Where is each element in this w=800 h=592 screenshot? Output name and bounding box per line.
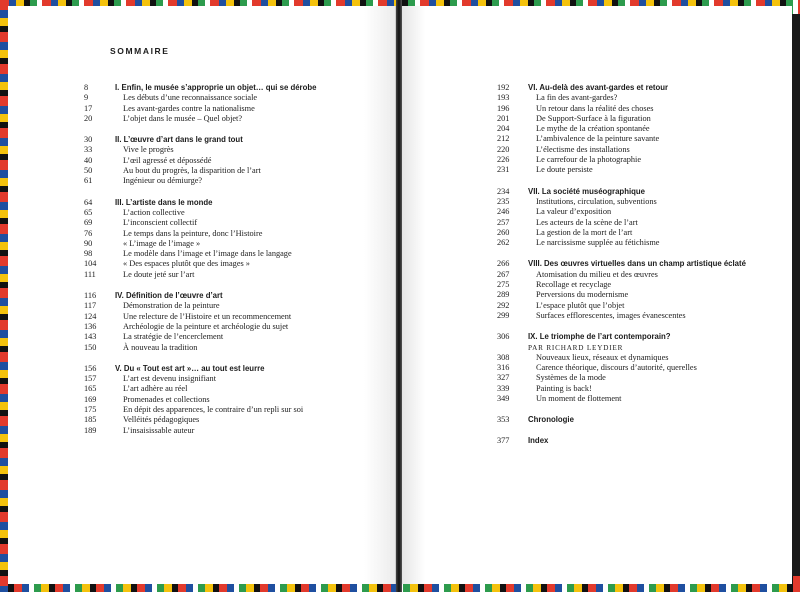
entry-title: À nouveau la tradition bbox=[123, 342, 198, 352]
author-name: PAR RICHARD LEYDIER bbox=[528, 343, 624, 352]
entry-title: L’action collective bbox=[123, 207, 185, 217]
entry-title: Nouveaux lieux, réseaux et dynamiques bbox=[536, 352, 669, 362]
entry-title: Le temps dans la peinture, donc l’Histoire bbox=[123, 228, 263, 238]
section-title: VI. Au-delà des avant-gardes et retour bbox=[528, 83, 669, 92]
entry-title: L’électisme des installations bbox=[536, 144, 630, 154]
entry-title: Les avant-gardes contre la nationalisme bbox=[123, 103, 255, 113]
entry-title: Une relecture de l’Histoire et un recommencement bbox=[123, 311, 292, 321]
toc-entry bbox=[497, 104, 746, 114]
section-title: III. L’artiste dans le monde bbox=[115, 197, 213, 207]
entry-title: Atomisation du milieu et des œuvres bbox=[536, 269, 658, 279]
page-number: 98 bbox=[84, 249, 93, 259]
toc-entry bbox=[497, 93, 746, 103]
page-number: 17 bbox=[84, 103, 93, 113]
section-title: I. Enfin, le musée s’approprie un objet… qui se dérobe bbox=[115, 83, 317, 92]
toc-right-column bbox=[497, 83, 746, 456]
page-number: 30 bbox=[84, 135, 93, 145]
toc-section bbox=[84, 364, 316, 436]
entry-title: En dépit des apparences, le contraire d’un repli sur soi bbox=[123, 405, 304, 415]
toc-entry bbox=[84, 145, 316, 155]
toc-entry bbox=[84, 114, 316, 124]
section-title: VIII. Des œuvres virtuelles dans un champ artistique éclaté bbox=[528, 259, 746, 269]
entry-title: Le mythe de la création spontanée bbox=[536, 124, 650, 134]
entry-title: De Support-Surface à la figuration bbox=[536, 113, 651, 123]
toc-entry bbox=[84, 426, 316, 436]
entry-title: Systèmes de la mode bbox=[536, 373, 606, 383]
toc-entry bbox=[497, 145, 746, 155]
toc-entry bbox=[84, 166, 316, 176]
toc-left-column bbox=[84, 83, 316, 447]
entry-title: Les acteurs de la scène de l’art bbox=[536, 217, 638, 227]
toc-entry bbox=[84, 322, 316, 332]
page-number: 175 bbox=[84, 405, 97, 415]
toc-entry bbox=[84, 249, 316, 259]
toc-entry bbox=[84, 332, 316, 342]
entry-title: Le doute persiste bbox=[536, 165, 593, 175]
entry-title: La gestion de la mort de l’art bbox=[536, 227, 633, 237]
page-number: 275 bbox=[497, 280, 510, 290]
toc-entry bbox=[497, 124, 746, 134]
section-title: V. Du « Tout est art »… au tout est leurre bbox=[115, 363, 265, 373]
page-number: 299 bbox=[497, 310, 510, 320]
page-number: 201 bbox=[497, 113, 510, 123]
page-number: 143 bbox=[84, 332, 97, 342]
entry-title: L’insaisissable auteur bbox=[123, 425, 195, 435]
page-number: 20 bbox=[84, 113, 93, 123]
entry-title: La fin des avant-gardes? bbox=[536, 93, 618, 103]
toc-section bbox=[497, 83, 746, 176]
entry-title: Promenades et collections bbox=[123, 394, 210, 404]
page-number: 327 bbox=[497, 373, 510, 383]
page-number: 289 bbox=[497, 290, 510, 300]
toc-entry bbox=[84, 301, 316, 311]
toc-entry bbox=[84, 395, 316, 405]
page-number: 193 bbox=[497, 93, 510, 103]
toc-entry bbox=[497, 311, 746, 321]
toc-entry bbox=[497, 238, 746, 248]
page-number: 111 bbox=[84, 269, 96, 279]
entry-title: L’inconscient collectif bbox=[123, 218, 198, 228]
toc-entry bbox=[497, 114, 746, 124]
toc-entry bbox=[497, 165, 746, 175]
entry-title: « Des espaces plutôt que des images » bbox=[123, 259, 250, 269]
page-number: 292 bbox=[497, 300, 510, 310]
page-number: 8 bbox=[84, 83, 89, 92]
entry-title: Le modèle dans l’image et l’image dans le langage bbox=[123, 249, 292, 259]
toc-entry bbox=[497, 394, 746, 404]
toc-entry bbox=[84, 93, 316, 103]
toc-entry bbox=[84, 259, 316, 269]
page-number: 257 bbox=[497, 217, 510, 227]
page-number: 306 bbox=[497, 332, 510, 342]
page-number: 50 bbox=[84, 166, 93, 176]
page-number: 65 bbox=[84, 207, 93, 217]
page-number: 231 bbox=[497, 165, 510, 175]
entry-title: L’art est devenu insignifiant bbox=[123, 374, 217, 384]
section-title: VII. La société muséographique bbox=[528, 186, 645, 196]
page-number: 196 bbox=[497, 103, 510, 113]
page-number: 169 bbox=[84, 394, 97, 404]
entry-title: La valeur d’exposition bbox=[536, 207, 612, 217]
page-number: 150 bbox=[84, 342, 97, 352]
toc-entry bbox=[84, 218, 316, 228]
toc-entry bbox=[497, 353, 746, 363]
toc-entry bbox=[84, 415, 316, 425]
entry-title: Painting is back! bbox=[536, 383, 592, 393]
page-number: 136 bbox=[84, 321, 97, 331]
toc-section bbox=[497, 187, 746, 249]
entry-title: Surfaces efflorescentes, images évanescentes bbox=[536, 310, 686, 320]
page-number: 156 bbox=[84, 363, 97, 373]
entry-title: « L’image de l’image » bbox=[123, 238, 201, 248]
toc-section bbox=[497, 332, 746, 404]
toc-section bbox=[84, 83, 316, 124]
page-number: 316 bbox=[497, 363, 510, 373]
page-number: 69 bbox=[84, 218, 93, 228]
toc-section bbox=[84, 291, 316, 353]
toc-entry bbox=[497, 301, 746, 311]
entry-title: Carence théorique, discours d’autorité, querelles bbox=[536, 363, 697, 373]
page-number: 246 bbox=[497, 207, 510, 217]
page-number: 212 bbox=[497, 134, 510, 144]
toc-entry bbox=[84, 239, 316, 249]
entry-title: Le narcissisme supplée au fétichisme bbox=[536, 238, 660, 248]
toc-section-heading bbox=[84, 135, 316, 145]
toc-section-heading bbox=[84, 291, 316, 301]
page-number: 124 bbox=[84, 311, 97, 321]
page-number: 353 bbox=[497, 415, 510, 425]
entry-title: Un moment de flottement bbox=[536, 394, 622, 404]
entry-title: Au bout du progrès, la disparition de l’art bbox=[123, 166, 261, 176]
page-number: 377 bbox=[497, 435, 510, 445]
page-number: 104 bbox=[84, 259, 97, 269]
page-number: 117 bbox=[84, 301, 97, 311]
toc-entry bbox=[497, 373, 746, 383]
page-number: 40 bbox=[84, 155, 93, 165]
page-number: 339 bbox=[497, 383, 510, 393]
toc-entry bbox=[84, 104, 316, 114]
entry-title: L’art adhère au réel bbox=[123, 384, 188, 394]
entry-title: Le doute jeté sur l’art bbox=[123, 269, 195, 279]
toc-section-heading bbox=[497, 415, 746, 425]
entry-title: Institutions, circulation, subventions bbox=[536, 196, 657, 206]
section-title: IV. Définition de l’œuvre d’art bbox=[115, 291, 223, 301]
cover-edge-left bbox=[0, 0, 8, 592]
toc-entry bbox=[84, 374, 316, 384]
toc-entry bbox=[84, 270, 316, 280]
page-number: 308 bbox=[497, 352, 510, 362]
toc-entry bbox=[497, 228, 746, 238]
toc-entry bbox=[84, 229, 316, 239]
toc-section-heading bbox=[497, 259, 746, 269]
page-number: 220 bbox=[497, 144, 510, 154]
page-number: 266 bbox=[497, 259, 510, 269]
page-number: 192 bbox=[497, 83, 510, 92]
toc-entry bbox=[497, 384, 746, 394]
page-number: 61 bbox=[84, 176, 93, 186]
toc-section bbox=[497, 415, 746, 425]
entry-title: La stratégie de l’encerclement bbox=[123, 332, 224, 342]
page-number: 235 bbox=[497, 196, 510, 206]
page-number: 204 bbox=[497, 124, 510, 134]
toc-section-heading bbox=[84, 364, 316, 374]
toc-section-heading bbox=[84, 83, 316, 93]
entry-title: L’espace plutôt que l’objet bbox=[536, 300, 625, 310]
toc-section bbox=[497, 436, 746, 446]
entry-title: Vive le progrès bbox=[123, 145, 174, 155]
toc-section bbox=[84, 198, 316, 280]
entry-title: L’ambivalence de la peinture savante bbox=[536, 134, 660, 144]
page-number: 9 bbox=[84, 93, 89, 103]
toc-entry bbox=[84, 343, 316, 353]
page-number: 157 bbox=[84, 374, 97, 384]
page-number: 64 bbox=[84, 197, 93, 207]
toc-section bbox=[84, 135, 316, 186]
toc-section bbox=[497, 259, 746, 321]
toc-entry bbox=[497, 207, 746, 217]
entry-title: Un retour dans la réalité des choses bbox=[536, 103, 654, 113]
entry-title: Les débuts d’une reconnaissance sociale bbox=[123, 93, 258, 103]
section-title: II. L’œuvre d’art dans le grand tout bbox=[115, 135, 243, 145]
entry-title: L’œil agressé et dépossédé bbox=[123, 155, 212, 165]
toc-entry bbox=[497, 134, 746, 144]
entry-title: L’objet dans le musée – Quel objet? bbox=[123, 113, 243, 123]
toc-entry bbox=[497, 280, 746, 290]
page-number: 76 bbox=[84, 228, 93, 238]
toc-section-heading bbox=[84, 198, 316, 208]
entry-title: Le carrefour de la photographie bbox=[536, 155, 642, 165]
page-number: 267 bbox=[497, 269, 510, 279]
toc-entry bbox=[84, 208, 316, 218]
page-number: 189 bbox=[84, 425, 97, 435]
page-number: 116 bbox=[84, 291, 97, 301]
section-author bbox=[497, 343, 746, 353]
toc-entry bbox=[497, 155, 746, 165]
section-title: Index bbox=[528, 435, 549, 445]
toc-section-heading bbox=[497, 187, 746, 197]
toc-entry bbox=[84, 312, 316, 322]
page-number: 185 bbox=[84, 415, 97, 425]
toc-section-heading bbox=[497, 436, 746, 446]
toc-section-heading bbox=[497, 332, 746, 342]
page-title: SOMMAIRE bbox=[110, 46, 170, 56]
entry-title: Recollage et recyclage bbox=[536, 280, 612, 290]
page-number: 165 bbox=[84, 384, 97, 394]
toc-entry bbox=[497, 197, 746, 207]
page-number: 234 bbox=[497, 186, 510, 196]
entry-title: Ingénieur ou démiurge? bbox=[123, 176, 203, 186]
page-number: 260 bbox=[497, 227, 510, 237]
toc-entry bbox=[84, 176, 316, 186]
toc-entry bbox=[497, 290, 746, 300]
section-title: IX. Le triomphe de l’art contemporain? bbox=[528, 332, 671, 342]
page-number: 349 bbox=[497, 394, 510, 404]
toc-entry bbox=[84, 384, 316, 394]
section-title: Chronologie bbox=[528, 415, 574, 425]
toc-entry bbox=[84, 156, 316, 166]
toc-entry bbox=[84, 405, 316, 415]
page-number: 33 bbox=[84, 145, 93, 155]
toc-entry bbox=[497, 218, 746, 228]
entry-title: Démonstration de la peinture bbox=[123, 301, 220, 311]
page-number: 226 bbox=[497, 155, 510, 165]
entry-title: Perversions du modernisme bbox=[536, 290, 629, 300]
entry-title: Archéologie de la peinture et archéologie du sujet bbox=[123, 321, 289, 331]
toc-section-heading bbox=[497, 83, 746, 93]
page-number: 262 bbox=[497, 238, 510, 248]
page-number: 90 bbox=[84, 238, 93, 248]
toc-entry bbox=[497, 270, 746, 280]
entry-title: Velléités pédagogiques bbox=[123, 415, 200, 425]
toc-entry bbox=[497, 363, 746, 373]
